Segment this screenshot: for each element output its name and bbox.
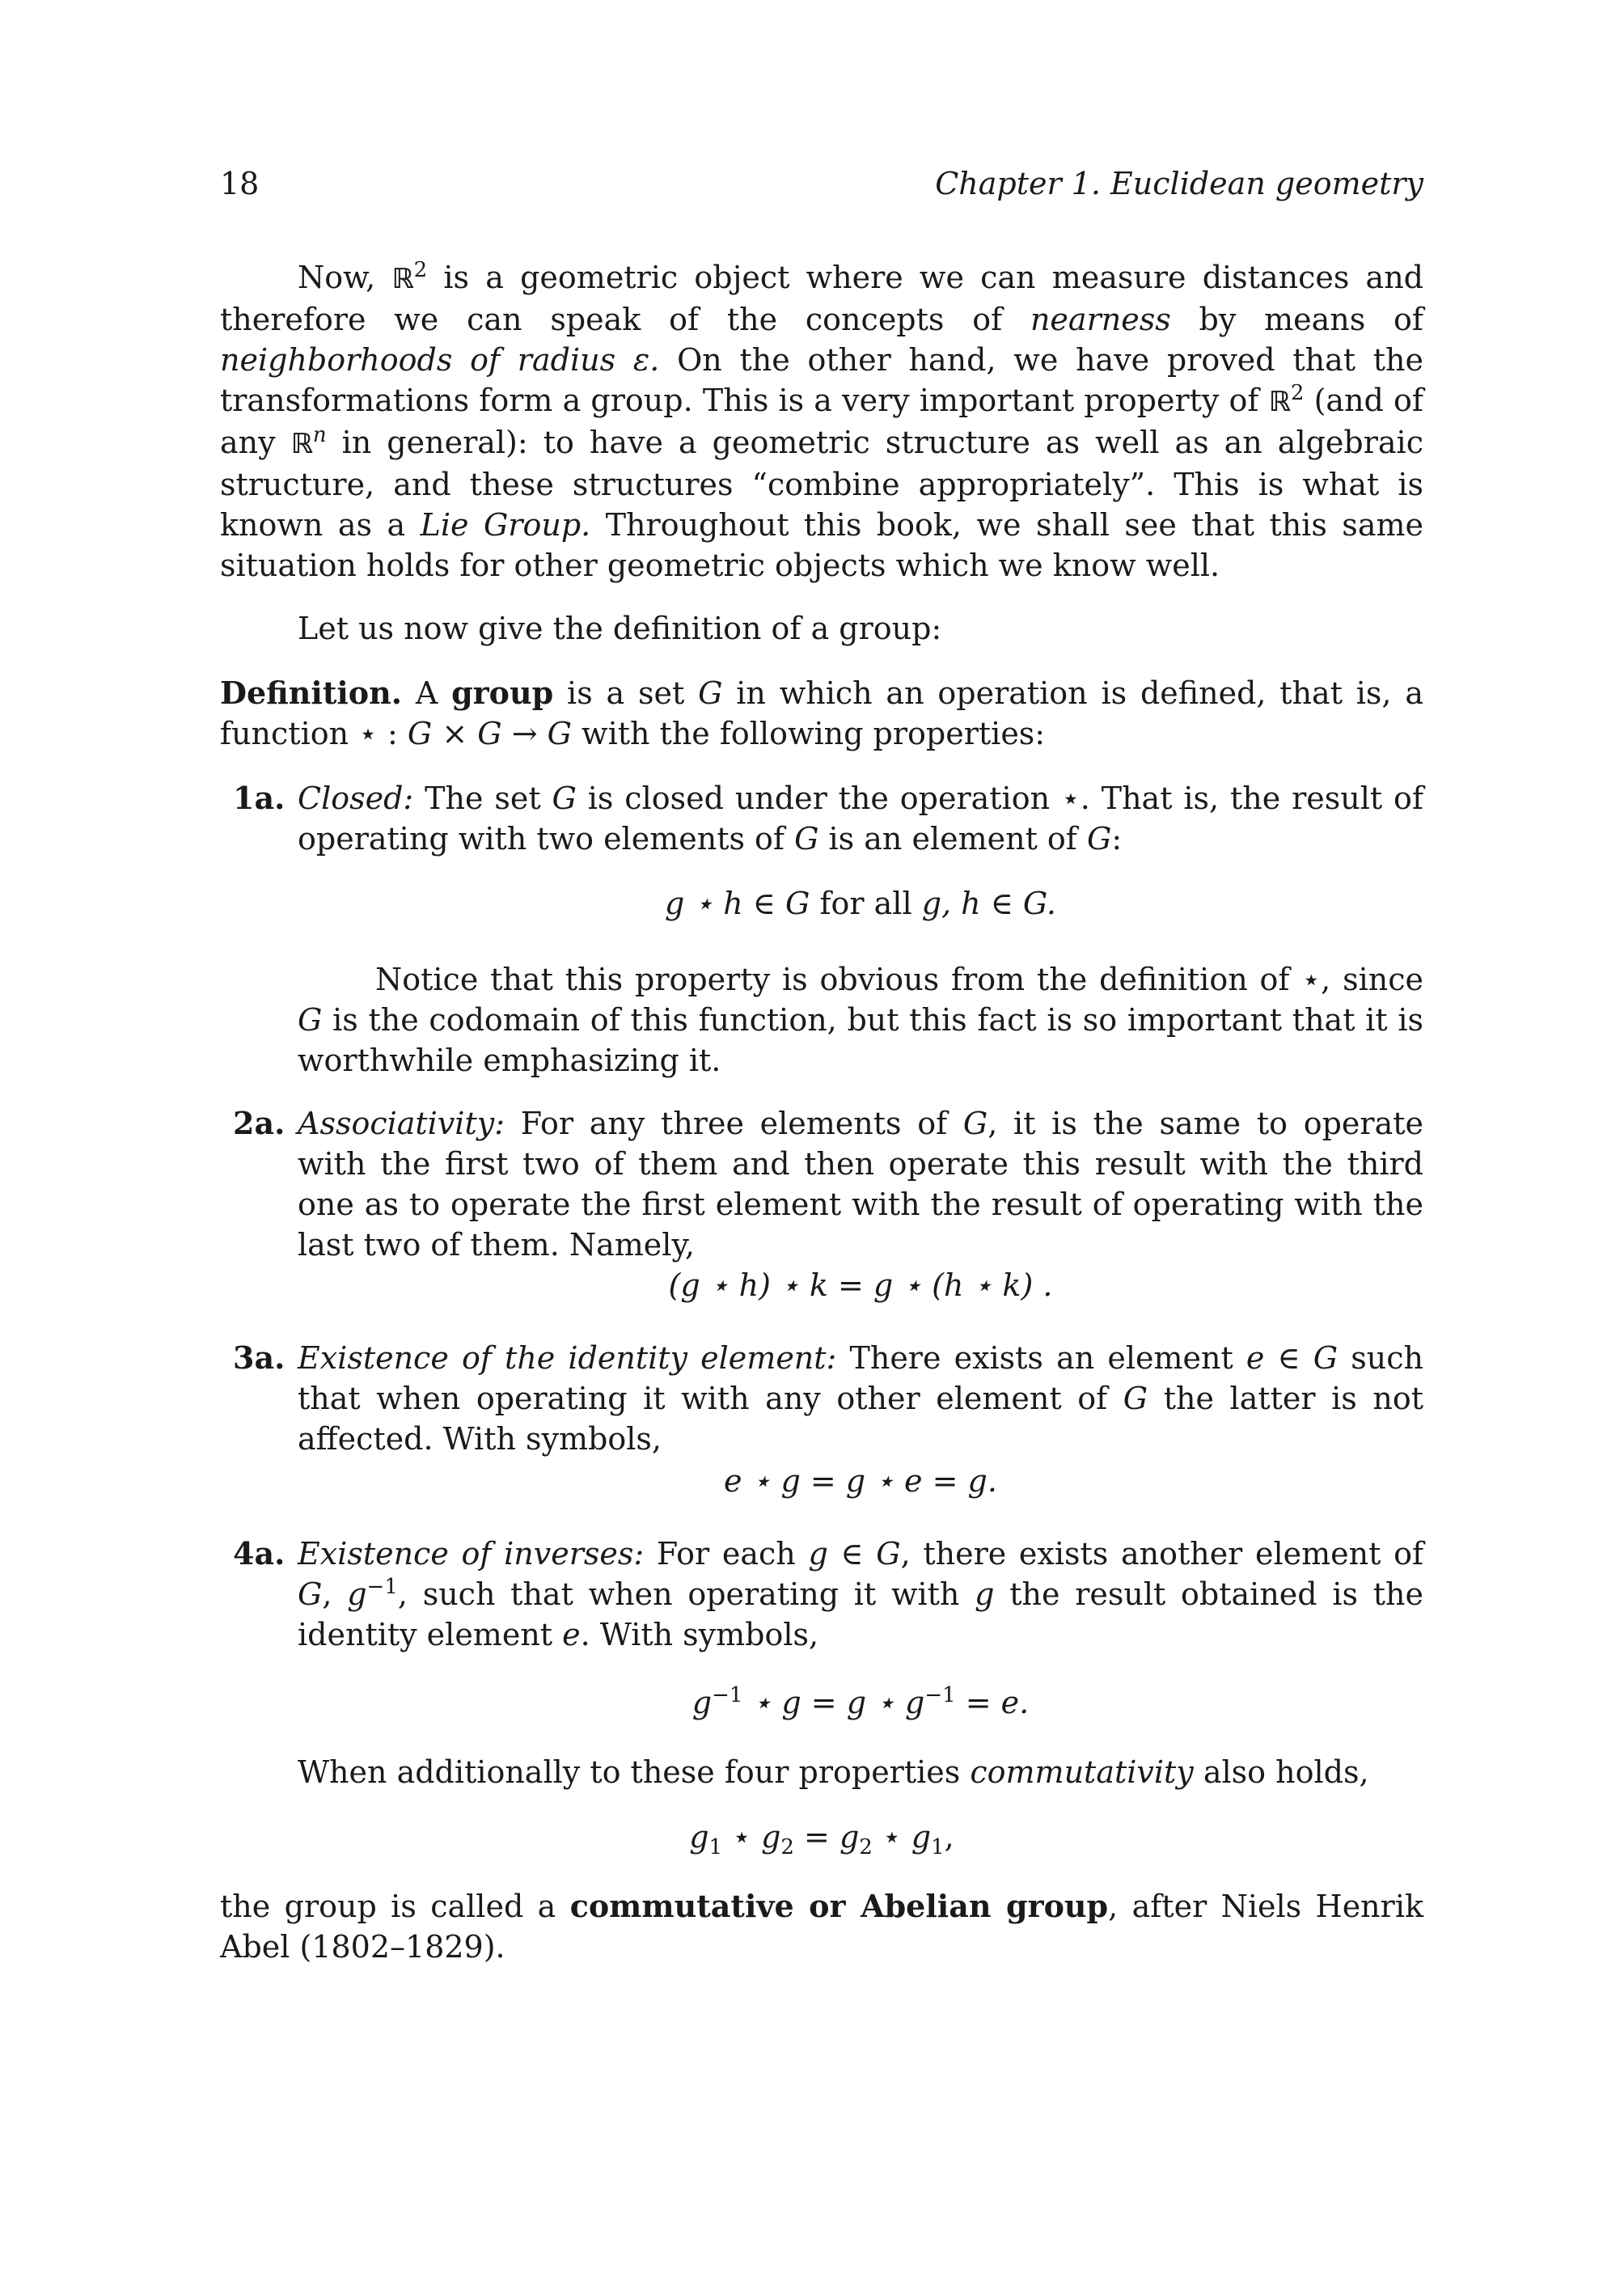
running-head [220, 163, 1423, 204]
property-identity [233, 1338, 1424, 1501]
group-term: group [451, 675, 554, 711]
item-label: 4a. [233, 1535, 285, 1572]
definition: Definition. A group is a set G in which an operation is defined, that is, a function ⋆ : G × G → G with the following properties: [220, 675, 1423, 751]
commutativity-formula: $g_1$ ⋆ $g_2 = g_2$ ⋆ $g_1$, [689, 1819, 954, 1859]
commutativity-paragraph: When additionally to these four properties commutativity also holds, [298, 1754, 1369, 1790]
closing-paragraph: the group is called a commutative or Abelian group, after Niels Henrik Abel (1802–1829). [220, 1888, 1423, 1965]
commutativity-term: commutativity [970, 1754, 1194, 1790]
item-label: 2a. [233, 1105, 285, 1141]
associativity-formula: (g ⋆ h) ⋆ k = g ⋆ (h ⋆ k) . [668, 1267, 1053, 1303]
property-text: Closed: The set G is closed under the operation ⋆. That is, the result of operating with two elements of G is an element of G: [298, 781, 1424, 857]
neighborhood-term: neighborhoods of radius ε. [220, 342, 660, 378]
definition-label: Definition. [220, 675, 403, 711]
intro-paragraph: Now, ℝ$^2$ is a geometric object where we can measure distances and therefore we can speak of the concepts of nearness by means of neighborhoods of radius ε. On the other hand, we have proved that the transformations form a group. This is a very important property of ℝ$^2$ (and of any ℝ$^n$ in general): to have a geometric structure as well as an algebraic structure, and these structures “combine appropriately”. This is what is known as a Lie Group. Throughout this book, we shall see that this same situation holds for other geometric objects which we know well. [220, 258, 1424, 583]
chapter-title: Chapter 1. Euclidean geometry [935, 166, 1423, 201]
page-number: 18 [220, 166, 260, 201]
closure-formula: g ⋆ h ∈ G for all g, h ∈ G. [664, 886, 1057, 921]
identity-formula: e ⋆ g = g ⋆ e = g. [724, 1463, 997, 1499]
page-body [220, 257, 1423, 1967]
closure-note: Notice that this property is obvious from the definition of ⋆, since G is the codomain of this function, but this fact is so important that it is worthwhile emphasizing it. [298, 962, 1423, 1078]
property-inverses [233, 1534, 1424, 1723]
property-text: Existence of the identity element: There exists an element e ∈ G such that when operating it with any other element of G the latter is not affected. With symbols, [298, 1340, 1424, 1457]
definition-lead: Let us now give the definition of a group: [298, 611, 942, 646]
nearness-term: nearness [1030, 302, 1171, 337]
lie-group-term: Lie Group. [420, 507, 591, 543]
item-label: 3a. [233, 1339, 285, 1376]
property-closed [233, 778, 1424, 1081]
inverse-formula: $g^{-1}$ ⋆ g = g ⋆ $g^{-1} = e$. [691, 1683, 1030, 1720]
abelian-term: commutative or Abelian group [569, 1888, 1109, 1924]
property-associativity [233, 1103, 1423, 1305]
property-text: Associativity: For any three elements of G, it is the same to operate with the first two of them and then operate this result with the third one as to operate the first element with the result of operating with the last two of them. Namely, [298, 1106, 1423, 1263]
property-text: Existence of inverses: For each g ∈ G, there exists another element of G, $g^{-1}$, such that when operating it with g the result obtained is the identity element e. With symbols, [298, 1536, 1424, 1652]
item-label: 1a. [233, 780, 285, 816]
